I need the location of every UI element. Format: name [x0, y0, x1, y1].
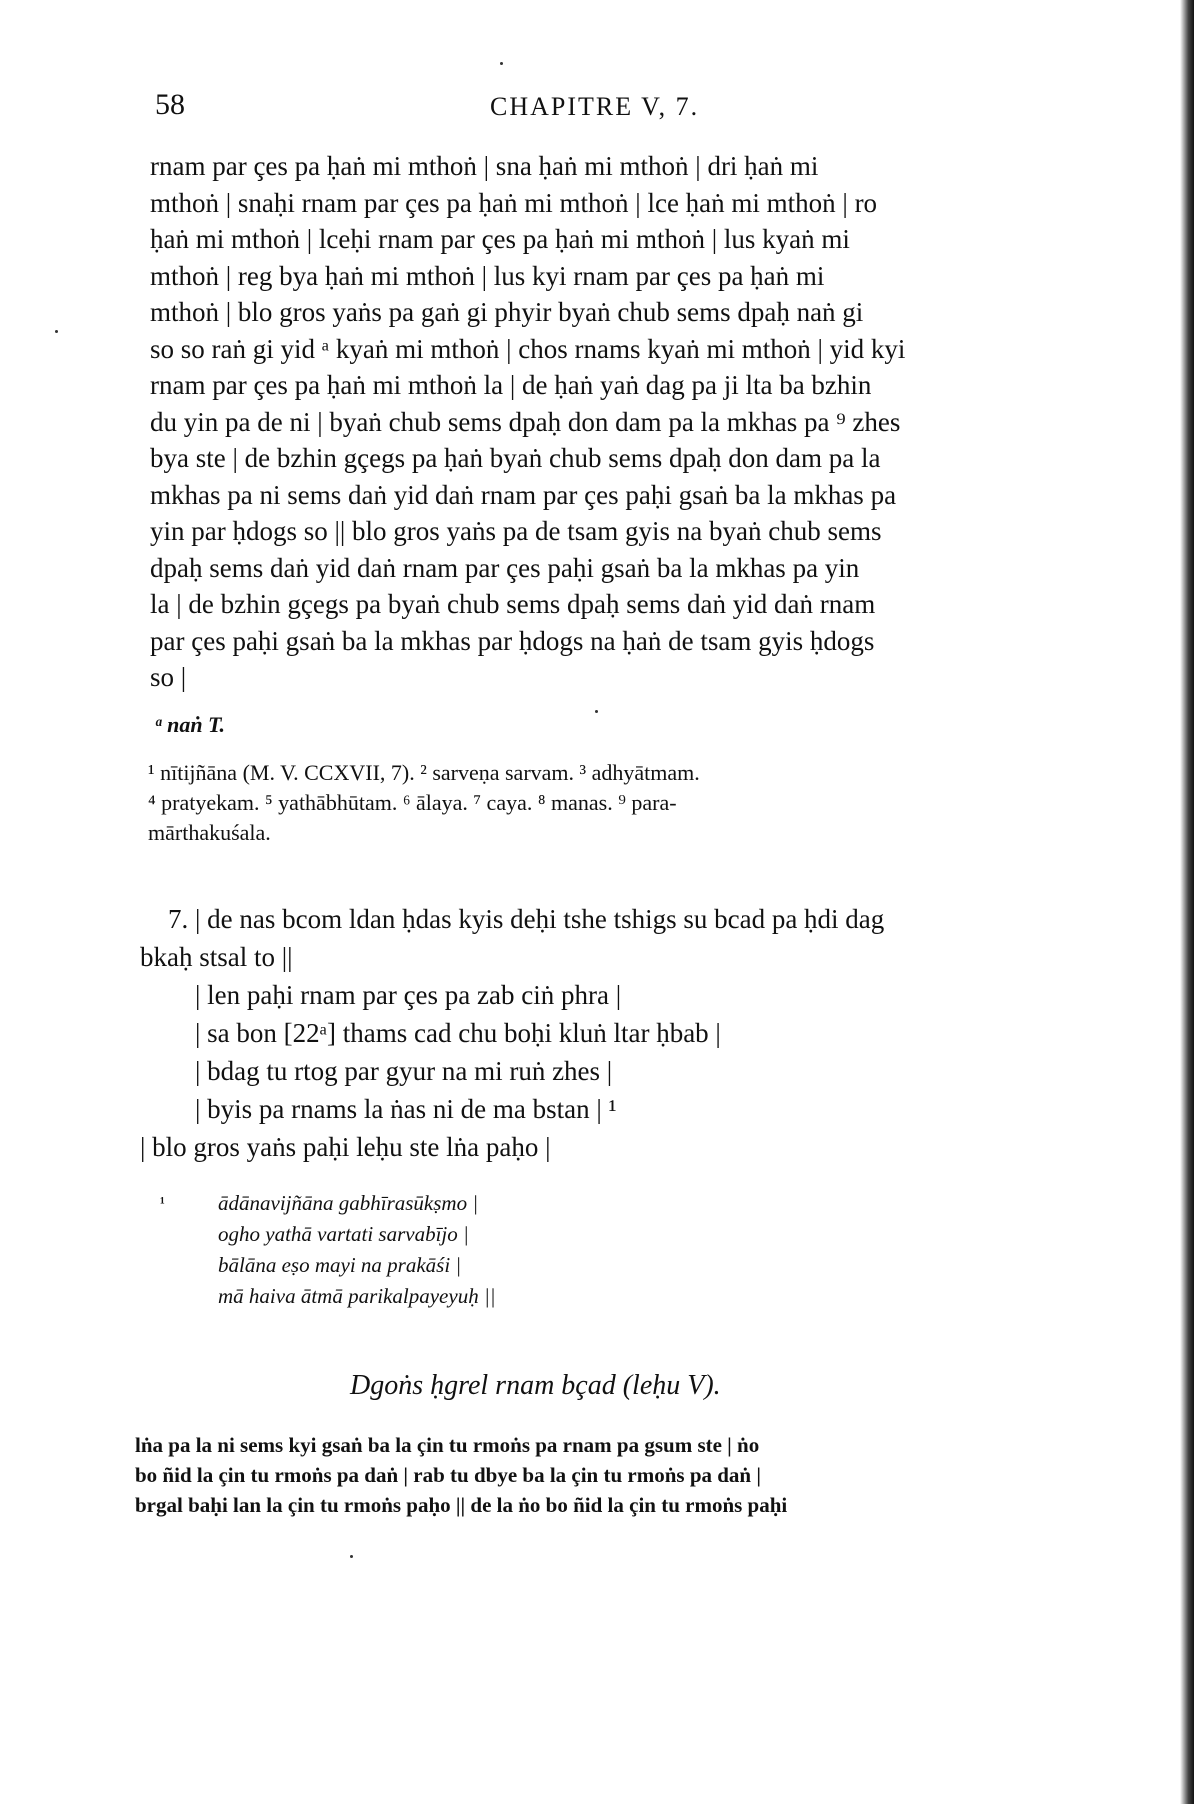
- text-line: ḥaṅ mi mthoṅ | lceḥi rnam par çes pa ḥaṅ mi mthoṅ | lus kyaṅ mi: [150, 224, 850, 254]
- text-line: la | de bzhin gçegs pa byaṅ chub sems dpaḥ sems daṅ yid daṅ rnam: [150, 589, 876, 619]
- text-line: bya ste | de bzhin gçegs pa ḥaṅ byaṅ chub sems dpaḥ don dam pa la: [150, 443, 881, 473]
- sanskrit-line: ogho yathā vartati sarvabījo |: [218, 1222, 469, 1246]
- main-text: [150, 148, 1030, 696]
- variant-note: ᵃ naṅ T.: [155, 712, 225, 737]
- commentary-text: [135, 1430, 1015, 1520]
- verse-line: | bdag tu rtog par gyur na mi ruṅ zhes |: [195, 1056, 613, 1086]
- text-line: so |: [150, 662, 187, 692]
- text-line: mthoṅ | reg bya ḥaṅ mi mthoṅ | lus kyi rnam par çes pa ḥaṅ mi: [150, 260, 825, 291]
- section-7: [140, 900, 1030, 1166]
- running-title: CHAPITRE V, 7.: [490, 92, 700, 121]
- chapter-heading: Dgoṅs ḥgrel rnam bçad (leḥu V).: [350, 1370, 721, 1401]
- page-edge-shadow: [1180, 0, 1194, 1804]
- sanskrit-line: mā haiva ātmā parikalpayeyuḥ ||: [218, 1284, 496, 1308]
- text-line: rnam par çes pa ḥaṅ mi mthoṅ | sna ḥaṅ mi mthoṅ | dri ḥaṅ mi: [150, 151, 819, 181]
- commentary-line: brgal baḥi lan la çin tu rmoṅs paḥo || de la ṅo bo ñid la çin tu rmoṅs paḥi: [135, 1493, 788, 1517]
- footnote-line: ¹ nītijñāna (M. V. CCXVII, 7). ² sarveṇa sarvam. ³ adhyātmam.: [148, 760, 700, 785]
- page-number: 58: [155, 88, 185, 121]
- sanskrit-line: ādānavijñāna gabhīrasūkṣmo |: [218, 1191, 479, 1215]
- text-line: mkhas pa ni sems daṅ yid daṅ rnam par çes paḥi gsaṅ ba la mkhas pa: [150, 479, 897, 510]
- text-line: mthoṅ | blo gros yaṅs pa gaṅ gi phyir byaṅ chub sems dpaḥ naṅ gi: [150, 297, 864, 327]
- text-line: yin par ḥdogs so || blo gros yaṅs pa de tsam gyis na byaṅ chub sems: [150, 516, 882, 546]
- text-line: rnam par çes pa ḥaṅ mi mthoṅ la | de ḥaṅ yaṅ dag pa ji lta ba bzhin: [150, 370, 872, 400]
- text-line: par çes paḥi gsaṅ ba la mkhas par ḥdogs na ḥaṅ de tsam gyis ḥdogs: [150, 625, 875, 656]
- verse-line: | len paḥi rnam par çes pa zab ciṅ phra |: [195, 980, 622, 1010]
- speck: [500, 62, 503, 65]
- footnote-line: mārthakuśala.: [148, 820, 271, 845]
- footnote-mark: ¹: [160, 1195, 165, 1212]
- footnotes: [148, 758, 1028, 848]
- text-line: so so raṅ gi yid ᵃ kyaṅ mi mthoṅ | chos rnams kyaṅ mi mthoṅ | yid kyi: [150, 333, 906, 364]
- commentary-line: bo ñid la çin tu rmoṅs pa daṅ | rab tu dbye ba la çin tu rmoṅs pa daṅ |: [135, 1463, 761, 1487]
- sanskrit-line: bālāna eṣo mayi na prakāśi |: [218, 1253, 462, 1277]
- speck: [595, 710, 598, 713]
- commentary-line: lṅa pa la ni sems kyi gsaṅ ba la çin tu rmoṅs pa rnam pa gsum ste | ṅo: [135, 1433, 760, 1457]
- speck: [55, 330, 58, 333]
- verse-line: | sa bon [22ᵃ] thams cad chu boḥi kluṅ ltar ḥbab |: [195, 1018, 721, 1048]
- text-line: du yin pa de ni | byaṅ chub sems dpaḥ don dam pa la mkhas pa ⁹ zhes: [150, 406, 901, 437]
- text-line: dpaḥ sems daṅ yid daṅ rnam par çes paḥi gsaṅ ba la mkhas pa yin: [150, 552, 860, 583]
- text-line: mthoṅ | snaḥi rnam par çes pa ḥaṅ mi mthoṅ | lce ḥaṅ mi mthoṅ | ro: [150, 187, 878, 218]
- verse-line: | byis pa rnams la ṅas ni de ma bstan | ¹: [195, 1094, 617, 1124]
- section-intro-line: bkaḥ stsal to ||: [140, 942, 293, 972]
- sanskrit-footnote: [160, 1188, 496, 1312]
- closing-line: | blo gros yaṅs paḥi leḥu ste lṅa paḥo |: [140, 1132, 551, 1162]
- footnote-line: ⁴ pratyekam. ⁵ yathābhūtam. ⁶ ālaya. ⁷ caya. ⁸ manas. ⁹ para-: [148, 790, 677, 815]
- speck: [350, 1555, 353, 1558]
- section-intro-line: 7. | de nas bcom ldan ḥdas kyis deḥi tshe tshigs su bcad pa ḥdi dag: [168, 904, 885, 934]
